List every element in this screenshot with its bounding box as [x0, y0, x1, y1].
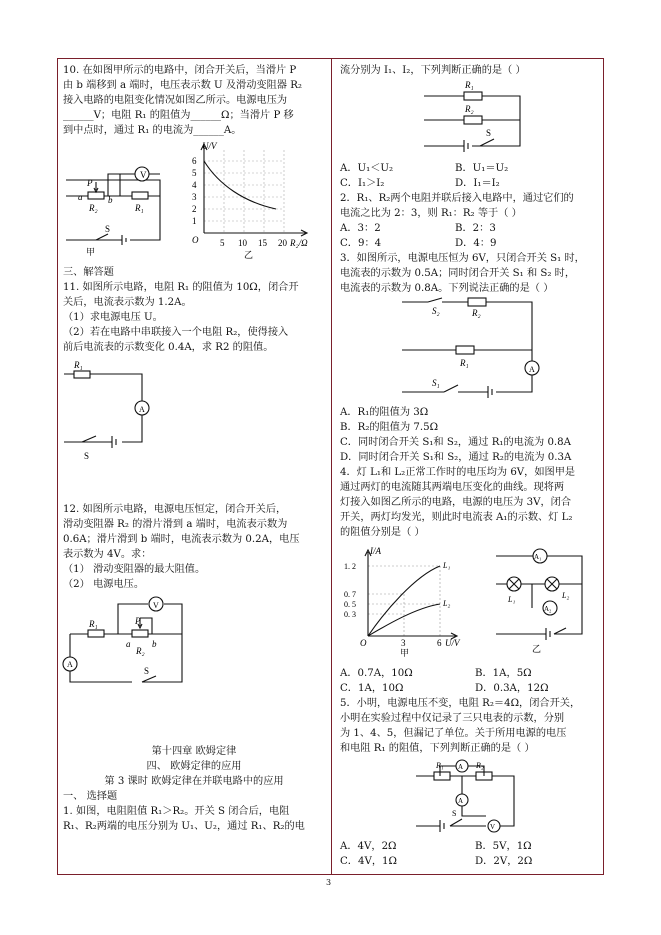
q3-line: 3．如图所示，电源电压恒为 6V，只闭合开关 S₁ 时， — [340, 253, 585, 264]
q5-circuit — [410, 758, 530, 838]
q12-line: 表示数为 4V。求： — [63, 549, 152, 560]
q10-voltmeter-label: V — [140, 170, 147, 180]
q4-curve-l2: L₂ — [443, 599, 451, 608]
q4-curve-l1: L₁ — [443, 561, 451, 570]
q10-ytick: 6 — [192, 156, 197, 166]
q4-origin: O — [360, 638, 367, 648]
q10-switch-label: S — [105, 224, 111, 234]
q12-end-a: a — [126, 639, 131, 649]
q2-option-a: A．3：2 — [340, 223, 381, 234]
part-heading-choice: 一、 选择题 — [63, 791, 118, 802]
page-number: 3 — [326, 878, 332, 887]
q1-line: R₁、R₂两端的电压分别为 U₁、U₂，通过 R₁、R₂的电 — [63, 821, 305, 832]
q10-circuit-jia — [60, 160, 175, 256]
q4-circuit-yi — [492, 546, 587, 658]
q3-r1-label: R₁ — [460, 358, 469, 368]
q5-option-a: A．4V，2Ω — [340, 841, 397, 852]
q1-option-d: D．I₁＝I₂ — [455, 178, 500, 189]
q10-xtick: 5 — [220, 238, 225, 248]
q11-ammeter-label: A — [139, 405, 145, 414]
q10-xtick: 20 — [278, 238, 287, 248]
q12-line: 12. 如图所示电路，电源电压恒定，闭合开关后， — [63, 504, 287, 515]
q3-option-d: D．同时闭合开关 S₁和 S₂，通过 R₂的电流为 0.3A — [340, 452, 572, 463]
q10-ytick: 2 — [192, 204, 197, 214]
q1-switch-label: S — [486, 128, 492, 138]
q3-s2-label: S₂ — [432, 306, 440, 316]
q4-ytick: 0. 7 — [344, 590, 356, 599]
q4-option-c: C．1A，10Ω — [340, 683, 404, 694]
q10-xtick: 15 — [258, 238, 267, 248]
q4-xtick: 6 — [437, 638, 442, 648]
q5-ammeter-mid: A — [458, 797, 464, 805]
q4-line: 通过两灯的电流随其两端电压变化的曲线。现将两 — [340, 482, 565, 493]
q12-circuit — [60, 592, 190, 694]
q3-option-c: C．同时闭合开关 S₁和 S₂，通过 R₁的电流为 0.8A — [340, 437, 571, 448]
q10-xtick: 10 — [238, 238, 247, 248]
q2-option-c: C．9：4 — [340, 238, 382, 249]
q12-line: 0.6A；滑片滑到 b 端时，电流表示数为 0.2A，电压 — [63, 534, 300, 545]
lesson-title: 第 3 课时 欧姆定律在并联电路中的应用 — [104, 776, 284, 787]
q3-s1-label: S₁ — [432, 378, 440, 388]
q4-option-d: D．0.3A，12Ω — [475, 683, 549, 694]
q12-line: 滑动变阻器 R₂ 的滑片滑到 a 端时，电流表示数为 — [63, 519, 288, 530]
q12-r2-label: R₂ — [136, 646, 145, 656]
section-heading-answers: 三、解答题 — [63, 267, 114, 278]
q10-caption-yi: 乙 — [244, 250, 254, 260]
q5-switch-label: S — [452, 809, 457, 818]
q11-circuit — [60, 362, 160, 462]
q4-y-axis-label: I/A — [370, 546, 381, 556]
q3-ammeter-label: A — [529, 365, 535, 374]
q12-slider-label: P — [135, 616, 141, 626]
q11-line: （2）若在电路中串联接入一个电阻 R₂，使得接入 — [63, 327, 289, 338]
q1-continuation: 流分别为 I₁、I₂，下列判断正确的是（ ） — [340, 65, 526, 76]
q3-line: 电流表的示数为 0.5A；同时闭合开关 S₁ 和 S₂ 时， — [340, 268, 576, 279]
q10-r1-label: R₁ — [135, 203, 144, 213]
q4-caption-yi: 乙 — [532, 644, 542, 654]
q12-voltmeter-label: V — [153, 601, 159, 610]
q4-line: 开关，两灯均发光，则此时电流表 A₁的示数、灯 L₂ — [340, 512, 573, 523]
q4-graph-jia — [340, 546, 465, 658]
q5-r1-label: R₁ — [436, 761, 444, 770]
q10-end-a: a — [78, 192, 83, 202]
q11-line: 11. 如图所示电路，电阻 R₁ 的阻值为 10Ω，闭合开 — [63, 282, 299, 293]
q1-circuit — [420, 76, 530, 158]
q10-r2-label: R₂ — [89, 203, 98, 213]
q4-xtick: 3 — [401, 638, 406, 648]
q5-line: 和电阻 R₁ 的阻值，下列判断正确的是（ ） — [340, 743, 535, 754]
q4-lamp-l2: L₂ — [562, 591, 570, 600]
q10-caption-jia: 甲 — [86, 247, 96, 257]
q4-x-axis-label: U/V — [445, 638, 460, 648]
q11-r1-label: R₁ — [74, 360, 83, 370]
q4-option-a: A．0.7A，10Ω — [340, 668, 413, 679]
q5-ammeter-top: A — [458, 763, 464, 771]
q4-ammeter-a2: A₂ — [544, 605, 552, 613]
q4-line: 灯接入如图乙所示的电路，电源的电压为 3V，闭合 — [340, 497, 572, 508]
q12-switch-label: S — [144, 666, 150, 676]
q2-line: 2．R₁、R₂两个电阻并联后接入电路中，通过它们的 — [340, 193, 574, 204]
q3-line: 电流表的示数为 0.8A。下列说法正确的是（ ） — [340, 283, 554, 294]
q10-ytick: 1 — [192, 216, 197, 226]
q10-ytick: 4 — [192, 180, 197, 190]
q10-end-b: b — [108, 195, 113, 205]
q4-option-b: B．1A，5Ω — [475, 668, 532, 679]
q10-line: 由 b 端移到 a 端时，电压表示数 U 及滑动变阻器 R₂ — [63, 80, 302, 91]
q11-line: （1）求电源电压 U。 — [63, 312, 163, 323]
chapter-title: 第十四章 欧姆定律 — [151, 746, 237, 757]
q12-line: （1） 滑动变阻器的最大阻值。 — [63, 564, 206, 575]
q10-line: 10. 在如图甲所示的电路中，闭合开关后，当滑片 P — [63, 65, 297, 76]
q2-option-d: D．4：9 — [455, 238, 497, 249]
q5-option-d: D．2V，2Ω — [475, 856, 533, 867]
q1-option-c: C．I₁＞I₂ — [340, 178, 385, 189]
q5-line: 为 1、4、5，但漏记了单位。关于所用电源的电压 — [340, 728, 567, 739]
q2-option-b: B．2：3 — [455, 223, 496, 234]
q10-graph-yi — [184, 140, 319, 260]
q10-ytick: 3 — [192, 192, 197, 202]
q3-circuit — [398, 296, 548, 406]
q4-lamp-l1: L₁ — [508, 595, 516, 604]
q4-ytick: 0. 5 — [344, 600, 356, 609]
q1-r1-label: R₁ — [465, 80, 474, 90]
q12-ammeter-label: A — [67, 660, 73, 669]
q5-option-b: B．5V，1Ω — [475, 841, 532, 852]
q12-r1-label: R₁ — [89, 619, 98, 629]
q11-switch-label: S — [84, 451, 90, 461]
q4-ytick: 0. 3 — [344, 610, 356, 619]
q3-option-b: B．R₂的阻值为 7.5Ω — [340, 422, 439, 433]
q5-voltmeter-label: V — [490, 823, 496, 831]
column-divider — [331, 58, 332, 875]
q11-line: 前后电流表的示数变化 0.4A，求 R2 的阻值。 — [63, 342, 274, 353]
q4-caption-jia: 甲 — [400, 648, 410, 658]
q4-line: 4．灯 L₁和 L₂正常工作时的电压均为 6V，如图甲是 — [340, 467, 576, 478]
q10-line: 接入电路的电阻变化情况如图乙所示。电源电压为 — [63, 95, 288, 106]
q10-line: 到中点时，通过 R₁ 的电流为______A。 — [63, 125, 242, 136]
q1-line: 1. 如图，电阻阻值 R₁＞R₂。开关 S 闭合后，电阻 — [63, 806, 290, 817]
section-title: 四、 欧姆定律的应用 — [146, 761, 242, 772]
q11-line: 关后，电流表示数为 1.2A。 — [63, 297, 192, 308]
q4-ammeter-a1: A₁ — [534, 553, 542, 561]
q10-line: ______V；电阻 R₁ 的阻值为______Ω；当滑片 P 移 — [63, 110, 294, 121]
q1-r2-label: R₂ — [465, 104, 474, 114]
q1-option-b: B．U₁＝U₂ — [455, 163, 509, 174]
q10-slider-label: P — [87, 178, 93, 188]
q1-option-a: A．U₁＜U₂ — [340, 163, 394, 174]
q10-y-axis-label: U/V — [202, 141, 217, 151]
q5-line: 5．小明，电源电压不变，电阻 R₂＝4Ω，闭合开关， — [340, 698, 581, 709]
q12-end-b: b — [152, 639, 157, 649]
q10-x-axis-label: R₂/Ω — [290, 238, 308, 248]
q10-origin: O — [192, 235, 199, 245]
q2-line: 电流之比为 2：3，则 R₁：R₂ 等于（ ） — [340, 208, 522, 219]
q5-line: 小明在实验过程中仅记录了三只电表的示数，分别 — [340, 713, 565, 724]
q4-line: 的阻值分别是（ ） — [340, 527, 425, 538]
q10-ytick: 5 — [192, 168, 197, 178]
q4-ytick: 1. 2 — [344, 562, 356, 571]
q5-option-c: C．4V，1Ω — [340, 856, 397, 867]
q12-line: （2） 电源电压。 — [63, 579, 145, 590]
q3-option-a: A．R₁的阻值为 3Ω — [340, 407, 429, 418]
q5-r2-label: R₂ — [476, 761, 484, 770]
q3-r2-label: R₂ — [472, 308, 481, 318]
